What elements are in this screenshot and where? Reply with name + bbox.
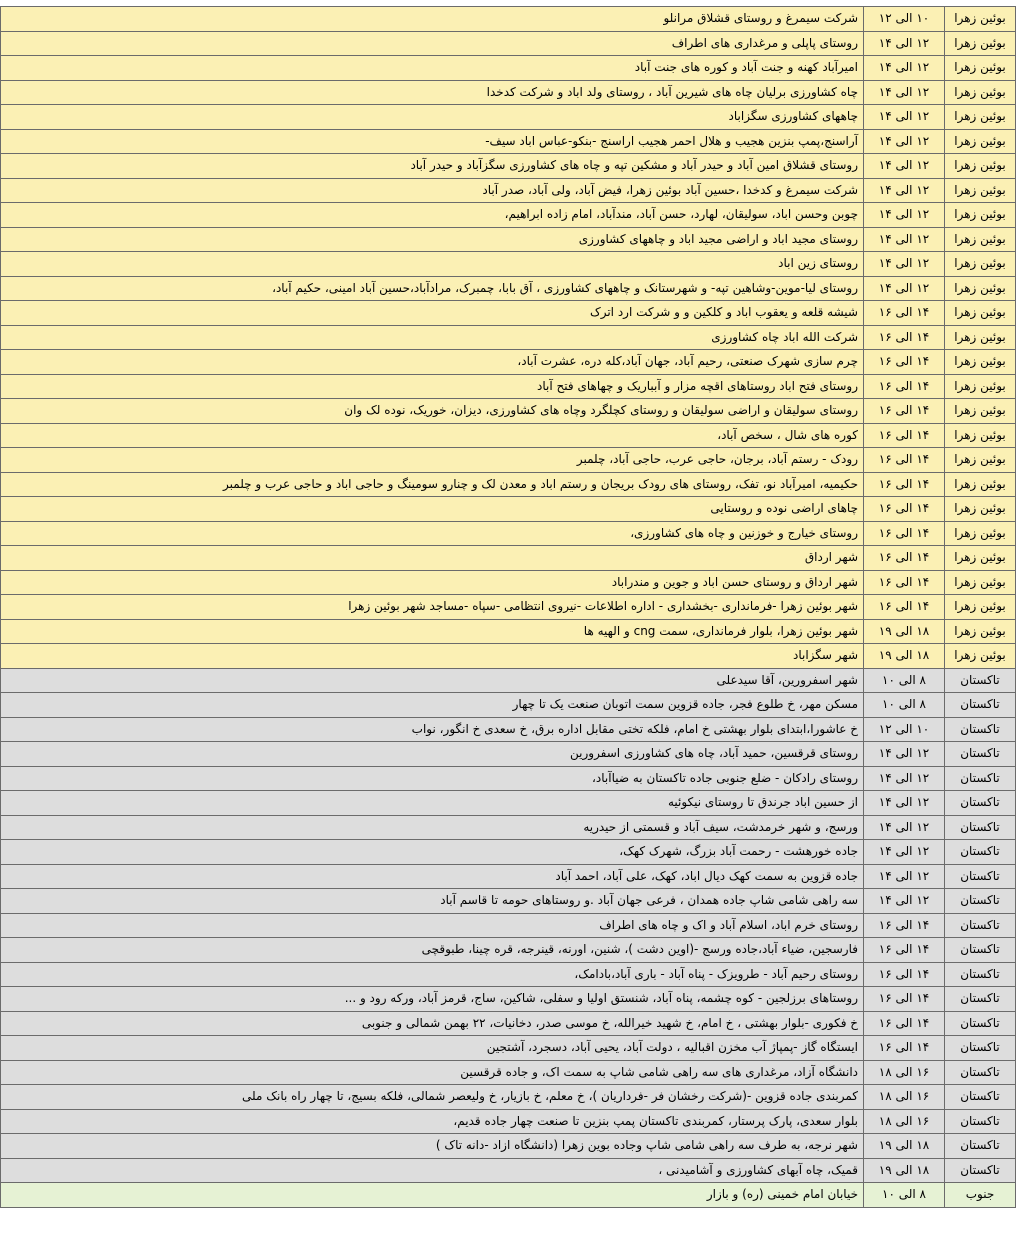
time-range-cell: ۸ الی ۱۰ (864, 1183, 945, 1208)
area-description-cell: مسکن مهر، خ طلوع فجر، جاده قزوین سمت اتوبان صنعت یک تا چهار (1, 693, 864, 718)
area-description-cell: روستای سولیقان و اراضی سولیقان و روستای کچلگرد وچاه های کشاورزی، دیزان، خوریک، نوده لک وان (1, 399, 864, 424)
area-description-cell: روستای رادکان - ضلع جنوبی جاده تاکستان به ضیاآباد، (1, 766, 864, 791)
time-range-cell: ۱۴ الی ۱۶ (864, 962, 945, 987)
time-range-cell: ۱۲ الی ۱۴ (864, 105, 945, 130)
area-description-cell: فارسجین، ضیاء آباد،جاده ورسج -(اوین دشت )، شنین، اورنه، قینرجه، قره چینا، طبوقچی (1, 938, 864, 963)
table-row (1, 423, 1016, 448)
table-row (1, 105, 1016, 130)
city-cell: تاکستان (945, 791, 1016, 816)
area-description-cell: بلوار سعدی، پارک پرستار، کمربندی تاکستان پمپ بنزین تا صنعت چهار جاده قدیم، (1, 1109, 864, 1134)
city-cell: تاکستان (945, 1011, 1016, 1036)
city-cell: تاکستان (945, 913, 1016, 938)
city-cell: بوئین زهرا (945, 325, 1016, 350)
table-row (1, 276, 1016, 301)
table-row (1, 252, 1016, 277)
area-description-cell: چاه کشاورزی برلیان چاه های شیرین آباد ، روستای ولد اباد و شرکت کدخدا (1, 80, 864, 105)
time-range-cell: ۱۴ الی ۱۶ (864, 570, 945, 595)
city-cell: تاکستان (945, 962, 1016, 987)
area-description-cell: شهر بوئین زهرا، بلوار فرمانداری، سمت cng و الهیه ها (1, 619, 864, 644)
table-row (1, 570, 1016, 595)
table-row (1, 178, 1016, 203)
city-cell: تاکستان (945, 889, 1016, 914)
time-range-cell: ۱۲ الی ۱۴ (864, 742, 945, 767)
time-range-cell: ۱۰ الی ۱۲ (864, 717, 945, 742)
city-cell: بوئین زهرا (945, 399, 1016, 424)
table-row (1, 987, 1016, 1012)
time-range-cell: ۱۸ الی ۱۹ (864, 619, 945, 644)
time-range-cell: ۱۴ الی ۱۶ (864, 374, 945, 399)
city-cell: بوئین زهرا (945, 7, 1016, 32)
table-row (1, 1109, 1016, 1134)
area-description-cell: قمیک، چاه آبهای کشاورزی و آشامیدنی ، (1, 1158, 864, 1183)
time-range-cell: ۱۲ الی ۱۴ (864, 31, 945, 56)
time-range-cell: ۱۸ الی ۱۹ (864, 644, 945, 669)
area-description-cell: روستاهای برزلجین - کوه چشمه، پناه آباد، شنستق اولیا و سفلی، شاکین، ساج، قرمز آباد، ورکه رود و ... (1, 987, 864, 1012)
city-cell: تاکستان (945, 717, 1016, 742)
area-description-cell: سه راهی شامی شاپ جاده همدان ، فرعی جهان آباد .و روستاهای حومه تا قاسم آباد (1, 889, 864, 914)
time-range-cell: ۱۴ الی ۱۶ (864, 399, 945, 424)
table-row (1, 472, 1016, 497)
time-range-cell: ۱۴ الی ۱۶ (864, 987, 945, 1012)
table-row (1, 301, 1016, 326)
time-range-cell: ۱۴ الی ۱۶ (864, 521, 945, 546)
city-cell: تاکستان (945, 693, 1016, 718)
city-cell: تاکستان (945, 938, 1016, 963)
table-row (1, 766, 1016, 791)
table-row (1, 227, 1016, 252)
time-range-cell: ۱۲ الی ۱۴ (864, 154, 945, 179)
time-range-cell: ۱۴ الی ۱۶ (864, 325, 945, 350)
time-range-cell: ۱۴ الی ۱۶ (864, 938, 945, 963)
area-description-cell: جاده قزوین به سمت کهک دیال اباد، کهک، علی آباد، احمد آباد (1, 864, 864, 889)
table-row (1, 1036, 1016, 1061)
time-range-cell: ۱۲ الی ۱۴ (864, 791, 945, 816)
area-description-cell: چرم سازی شهرک صنعتی، رحیم آباد، جهان آباد،کله دره، عشرت آباد، (1, 350, 864, 375)
table-row (1, 203, 1016, 228)
table-row (1, 31, 1016, 56)
table-row (1, 1183, 1016, 1208)
time-range-cell: ۱۶ الی ۱۸ (864, 1109, 945, 1134)
city-cell: بوئین زهرا (945, 619, 1016, 644)
area-description-cell: روستای مجید اباد و اراضی مجید اباد و چاههای کشاورزی (1, 227, 864, 252)
table-row (1, 448, 1016, 473)
time-range-cell: ۱۲ الی ۱۴ (864, 203, 945, 228)
area-description-cell: جاده خورهشت - رحمت آباد بزرگ، شهرک کهک، (1, 840, 864, 865)
time-range-cell: ۱۲ الی ۱۴ (864, 227, 945, 252)
time-range-cell: ۱۲ الی ۱۴ (864, 766, 945, 791)
area-description-cell: روستای رحیم آباد - طرویزک - پناه آباد - باری آباد،بادامک، (1, 962, 864, 987)
city-cell: تاکستان (945, 1109, 1016, 1134)
area-description-cell: شهر اسفرورین، آقا سیدعلی (1, 668, 864, 693)
area-description-cell: آراسنج،پمپ بنزین هجیب و هلال احمر هجیب اراسنج -بنکو-عباس اباد سیف- (1, 129, 864, 154)
table-row (1, 1085, 1016, 1110)
area-description-cell: شهر نرجه، به طرف سه راهی شامی شاپ وجاده بوین زهرا (دانشگاه ازاد -دانه تاک ) (1, 1134, 864, 1159)
city-cell: بوئین زهرا (945, 350, 1016, 375)
area-description-cell: چاههای کشاورزی سگزاباد (1, 105, 864, 130)
schedule-table-body (1, 7, 1016, 1208)
area-description-cell: شهر بوئین زهرا -فرمانداری -بخشداری - اداره اطلاعات -نیروی انتظامی -سپاه -مساجد شهر بوئین زهرا (1, 595, 864, 620)
time-range-cell: ۱۴ الی ۱۶ (864, 1011, 945, 1036)
table-row (1, 815, 1016, 840)
time-range-cell: ۱۰ الی ۱۲ (864, 7, 945, 32)
city-cell: بوئین زهرا (945, 472, 1016, 497)
time-range-cell: ۱۴ الی ۱۶ (864, 448, 945, 473)
table-row (1, 1060, 1016, 1085)
city-cell: بوئین زهرا (945, 374, 1016, 399)
area-description-cell: شرکت سیمرغ و روستای قشلاق مرانلو (1, 7, 864, 32)
time-range-cell: ۱۲ الی ۱۴ (864, 276, 945, 301)
city-cell: بوئین زهرا (945, 423, 1016, 448)
time-range-cell: ۱۴ الی ۱۶ (864, 1036, 945, 1061)
city-cell: بوئین زهرا (945, 521, 1016, 546)
city-cell: بوئین زهرا (945, 644, 1016, 669)
area-description-cell: شهر سگزاباد (1, 644, 864, 669)
area-description-cell: چاهای اراضی نوده و روستایی (1, 497, 864, 522)
table-row (1, 742, 1016, 767)
city-cell: تاکستان (945, 1085, 1016, 1110)
city-cell: جنوب (945, 1183, 1016, 1208)
table-row (1, 154, 1016, 179)
city-cell: بوئین زهرا (945, 546, 1016, 571)
time-range-cell: ۱۴ الی ۱۶ (864, 913, 945, 938)
city-cell: تاکستان (945, 1060, 1016, 1085)
time-range-cell: ۸ الی ۱۰ (864, 668, 945, 693)
time-range-cell: ۱۲ الی ۱۴ (864, 252, 945, 277)
table-row (1, 644, 1016, 669)
area-description-cell: روستای قرقسین، حمید آباد، چاه های کشاورزی اسفرورین (1, 742, 864, 767)
area-description-cell: ورسج، و شهر خرمدشت، سیف آباد و قسمتی از حیدریه (1, 815, 864, 840)
city-cell: تاکستان (945, 987, 1016, 1012)
city-cell: بوئین زهرا (945, 154, 1016, 179)
time-range-cell: ۱۶ الی ۱۸ (864, 1060, 945, 1085)
city-cell: بوئین زهرا (945, 448, 1016, 473)
city-cell: تاکستان (945, 1134, 1016, 1159)
city-cell: تاکستان (945, 742, 1016, 767)
area-description-cell: دانشگاه آزاد، مرغداری های سه راهی شامی شاپ به سمت اک، و جاده قرقسین (1, 1060, 864, 1085)
city-cell: تاکستان (945, 815, 1016, 840)
city-cell: بوئین زهرا (945, 105, 1016, 130)
area-description-cell: خ فکوری -بلوار بهشتی ، خ امام، خ شهید خیرالله، خ موسی صدر، دخانیات، ۲۲ بهمن شمالی و جنوبی (1, 1011, 864, 1036)
city-cell: تاکستان (945, 840, 1016, 865)
table-row (1, 350, 1016, 375)
table-row (1, 693, 1016, 718)
area-description-cell: روستای قشلاق امین آباد و حیدر آباد و مشکین تپه و چاه های کشاورزی سگزآباد و حیدر آباد (1, 154, 864, 179)
area-description-cell: روستای زین اباد (1, 252, 864, 277)
table-row (1, 129, 1016, 154)
city-cell: بوئین زهرا (945, 31, 1016, 56)
table-row (1, 1011, 1016, 1036)
city-cell: تاکستان (945, 864, 1016, 889)
time-range-cell: ۱۴ الی ۱۶ (864, 546, 945, 571)
city-cell: بوئین زهرا (945, 595, 1016, 620)
area-description-cell: شرکت الله اباد چاه کشاورزی (1, 325, 864, 350)
area-description-cell: چوبن وحسن اباد، سولیقان، لهارد، حسن آباد، مندآباد، امام زاده ابراهیم، (1, 203, 864, 228)
table-row (1, 962, 1016, 987)
outage-schedule-table (0, 6, 1016, 1208)
city-cell: بوئین زهرا (945, 129, 1016, 154)
area-description-cell: خیابان امام خمینی (ره) و بازار (1, 1183, 864, 1208)
city-cell: تاکستان (945, 1036, 1016, 1061)
table-row (1, 497, 1016, 522)
time-range-cell: ۱۲ الی ۱۴ (864, 56, 945, 81)
area-description-cell: روستای لیا-موین-وشاهین تپه- و شهرستانک و چاههای کشاورزی ، آق بابا، چمبرک، مرادآباد،حسین آباد امینی، حکیم آباد، (1, 276, 864, 301)
area-description-cell: حکیمیه، امیرآباد نو، تفک، روستای های رودک بریجان و رستم اباد و معدن لک و چنارو سومینگ و حاجی اباد و حاجی عرب و چلمبر (1, 472, 864, 497)
table-row (1, 619, 1016, 644)
table-row (1, 56, 1016, 81)
table-row (1, 595, 1016, 620)
city-cell: تاکستان (945, 1158, 1016, 1183)
table-row (1, 864, 1016, 889)
table-row (1, 791, 1016, 816)
table-row (1, 374, 1016, 399)
area-description-cell: روستای فتح اباد روستاهای اقچه مزار و آبباریک و چهاهای فتح آباد (1, 374, 864, 399)
time-range-cell: ۱۴ الی ۱۶ (864, 497, 945, 522)
time-range-cell: ۱۸ الی ۱۹ (864, 1158, 945, 1183)
table-row (1, 913, 1016, 938)
city-cell: تاکستان (945, 668, 1016, 693)
area-description-cell: روستای خرم اباد، اسلام آباد و اک و چاه های اطراف (1, 913, 864, 938)
time-range-cell: ۱۴ الی ۱۶ (864, 472, 945, 497)
time-range-cell: ۱۲ الی ۱۴ (864, 840, 945, 865)
table-row (1, 7, 1016, 32)
time-range-cell: ۱۲ الی ۱۴ (864, 80, 945, 105)
time-range-cell: ۱۸ الی ۱۹ (864, 1134, 945, 1159)
area-description-cell: شرکت سیمرغ و کدخدا ،حسین آباد بوئین زهرا، فیض آباد، ولی آباد، صدر آباد (1, 178, 864, 203)
city-cell: بوئین زهرا (945, 56, 1016, 81)
time-range-cell: ۱۲ الی ۱۴ (864, 815, 945, 840)
city-cell: بوئین زهرا (945, 80, 1016, 105)
time-range-cell: ۱۴ الی ۱۶ (864, 595, 945, 620)
area-description-cell: شهر ارداق و روستای حسن اباد و جوین و مندراباد (1, 570, 864, 595)
area-description-cell: شیشه قلعه و یعقوب اباد و کلکین و و شرکت ارد اترک (1, 301, 864, 326)
table-row (1, 840, 1016, 865)
city-cell: بوئین زهرا (945, 227, 1016, 252)
city-cell: بوئین زهرا (945, 276, 1016, 301)
city-cell: بوئین زهرا (945, 203, 1016, 228)
time-range-cell: ۱۲ الی ۱۴ (864, 129, 945, 154)
area-description-cell: ایستگاه گاز -پمپاژ آب مخزن اقبالیه ، دولت آباد، یحیی آباد، دسجرد، آشتجین (1, 1036, 864, 1061)
city-cell: بوئین زهرا (945, 570, 1016, 595)
table-row (1, 399, 1016, 424)
table-row (1, 1134, 1016, 1159)
table-row (1, 546, 1016, 571)
table-row (1, 717, 1016, 742)
area-description-cell: از حسین اباد جرندق تا روستای نیکوئیه (1, 791, 864, 816)
time-range-cell: ۸ الی ۱۰ (864, 693, 945, 718)
city-cell: تاکستان (945, 766, 1016, 791)
time-range-cell: ۱۴ الی ۱۶ (864, 301, 945, 326)
table-row (1, 325, 1016, 350)
city-cell: بوئین زهرا (945, 497, 1016, 522)
area-description-cell: امیرآباد کهنه و جنت آباد و کوره های جنت آباد (1, 56, 864, 81)
table-row (1, 889, 1016, 914)
table-row (1, 938, 1016, 963)
city-cell: بوئین زهرا (945, 301, 1016, 326)
time-range-cell: ۱۲ الی ۱۴ (864, 864, 945, 889)
time-range-cell: ۱۲ الی ۱۴ (864, 889, 945, 914)
city-cell: بوئین زهرا (945, 252, 1016, 277)
area-description-cell: کمربندی جاده قزوین -(شرکت رخشان فر -فرداریان )، خ معلم، خ بازیار، خ ولیعصر شمالی، فلکه بسیج، تا چهار راه بانک ملی (1, 1085, 864, 1110)
table-row (1, 1158, 1016, 1183)
area-description-cell: روستای پاپلی و مرغداری های اطراف (1, 31, 864, 56)
table-row (1, 521, 1016, 546)
area-description-cell: شهر ارداق (1, 546, 864, 571)
table-row (1, 80, 1016, 105)
area-description-cell: رودک - رستم آباد، برجان، حاجی عرب، حاجی آباد، چلمبر (1, 448, 864, 473)
time-range-cell: ۱۶ الی ۱۸ (864, 1085, 945, 1110)
time-range-cell: ۱۲ الی ۱۴ (864, 178, 945, 203)
time-range-cell: ۱۴ الی ۱۶ (864, 423, 945, 448)
area-description-cell: خ عاشورا،ابتدای بلوار بهشتی خ امام، فلکه تختی مقابل اداره برق، خ سعدی خ انگور، نواب (1, 717, 864, 742)
area-description-cell: روستای خیارج و خوزنین و چاه های کشاورزی، (1, 521, 864, 546)
area-description-cell: کوره های شال ، سخص آباد، (1, 423, 864, 448)
time-range-cell: ۱۴ الی ۱۶ (864, 350, 945, 375)
city-cell: بوئین زهرا (945, 178, 1016, 203)
table-row (1, 668, 1016, 693)
